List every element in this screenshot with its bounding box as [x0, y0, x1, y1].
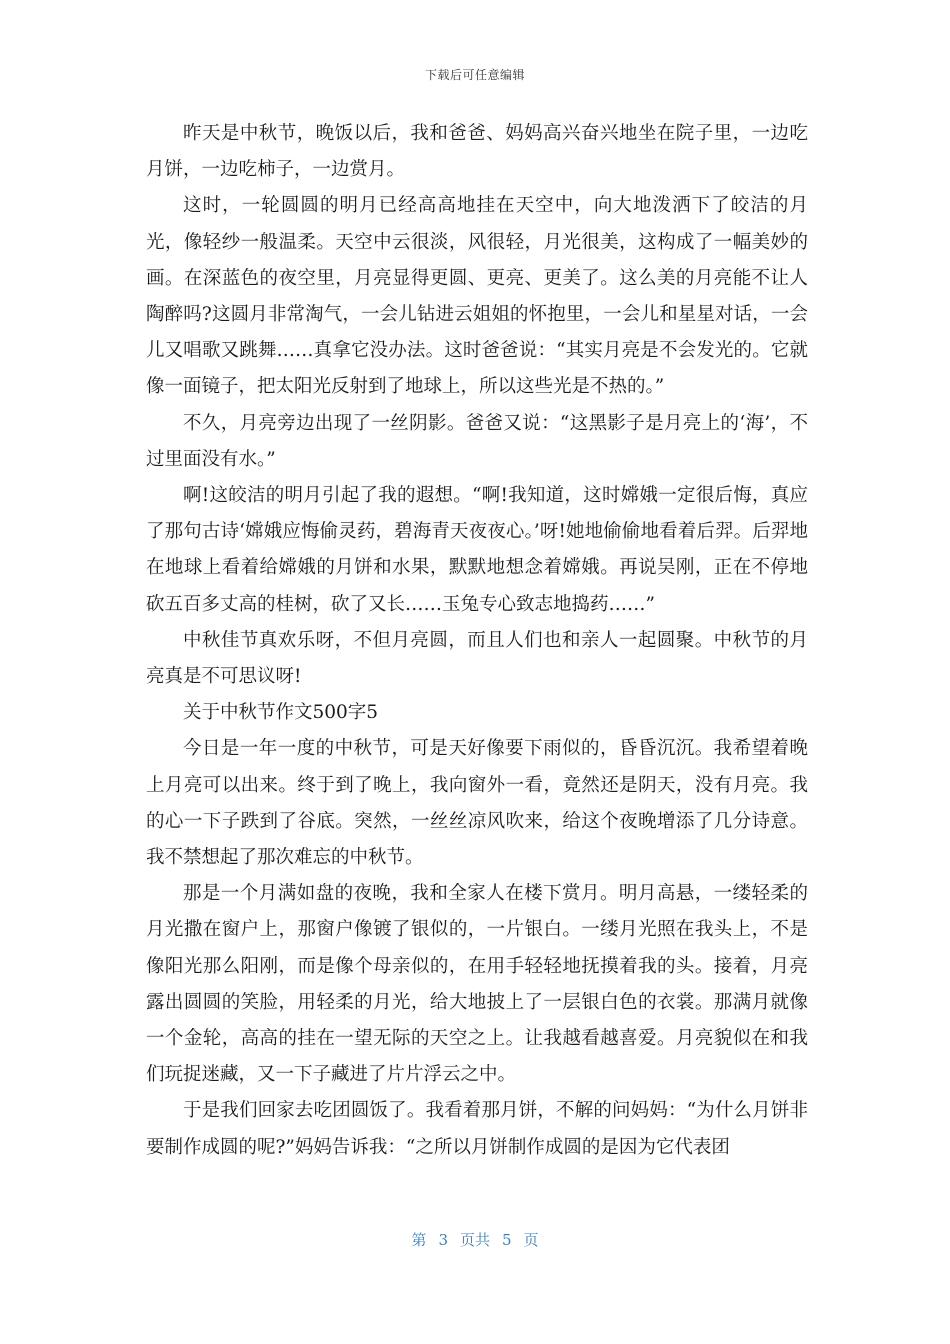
- paragraph-6: 今日是一年一度的中秋节，可是天好像要下雨似的，昏昏沉沉。我希望着晚上月亮可以出来。终于到了晚上，我向窗外一看，竟然还是阴天，没有月亮。我的心一下子跌到了谷底。突然，一丝丝凉风吹来，给这个夜晚增添了几分诗意。我不禁想起了那次难忘的中秋节。: [146, 738, 808, 869]
- footer-middle: 页共: [459, 1231, 490, 1249]
- footer-suffix: 页: [523, 1231, 539, 1249]
- paragraph-5: 中秋佳节真欢乐呀，不但月亮圆，而且人们也和亲人一起圆聚。中秋节的月亮真是不可思议呀!: [146, 629, 808, 688]
- footer-total-pages: 5: [502, 1231, 512, 1249]
- section-title: 关于中秋节作文500字5: [183, 702, 379, 724]
- page-header: 下载后可任意编辑: [424, 68, 525, 82]
- paragraph-2: 这时，一轮圆圆的明月已经高高地挂在天空中，向大地泼洒下了皎洁的月光，像轻纱一般温柔。天空中云很淡，风很轻，月光很美，这构成了一幅美妙的画。在深蓝色的夜空里，月亮显得更圆、更亮、更美了。这么美的月亮能不让人陶醉吗?这圆月非常淘气，一会儿钻进云姐姐的怀抱里，一会儿和星星对话，一会儿又唱歌又跳舞……真拿它没办法。这时爸爸说：“其实月亮是不会发光的。它就像一面镜子，把太阳光反射到了地球上，所以这些光是不热的。”: [146, 195, 808, 398]
- paragraph-3: 不久，月亮旁边出现了一丝阴影。爸爸又说：“这黑影子是月亮上的‘海’，不过里面没有水。”: [146, 412, 808, 470]
- paragraph-7: 那是一个月满如盘的夜晚，我和全家人在楼下赏月。明月高悬，一缕轻柔的月光撒在窗户上，那窗户像镀了银似的，一片银白。一缕月光照在我头上，不是像阳光那么阳刚，而是像个母亲似的，在用手轻轻地抚摸着我的头。接着，月亮露出圆圆的笑脸，用轻柔的月光，给大地披上了一层银白色的衣裳。那满月就像一个金轮，高高的挂在一望无际的天空之上。让我越看越喜爱。月亮貌似在和我们玩捉迷藏，又一下子藏进了片片浮云之中。: [146, 883, 808, 1086]
- article-body: [146, 116, 808, 1166]
- paragraph-8: 于是我们回家去吃团圆饭了。我看着那月饼，不解的问妈妈：“为什么月饼非要制作成圆的呢?”妈妈告诉我：“之所以月饼制作成圆的是因为它代表团: [146, 1100, 808, 1158]
- footer-prefix: 第: [411, 1231, 427, 1249]
- footer-current-page: 3: [438, 1231, 448, 1249]
- paragraph-4: 啊!这皎洁的明月引起了我的遐想。“啊!我知道，这时嫦娥一定很后悔，真应了那句古诗‘嫦娥应悔偷灵药，碧海青天夜夜心。’呀!她地偷偷地看着后羿。后羿地在地球上看着给嫦娥的月饼和水果，默默地想念着嫦娥。再说吴刚，正在不停地砍五百多丈高的桂树，砍了又长……玉兔专心致志地捣药……”: [146, 485, 808, 615]
- paragraph-1: 昨天是中秋节，晚饭以后，我和爸爸、妈妈高兴奋兴地坐在院子里，一边吃月饼，一边吃柿子，一边赏月。: [146, 123, 808, 181]
- page-footer: [0, 1229, 950, 1250]
